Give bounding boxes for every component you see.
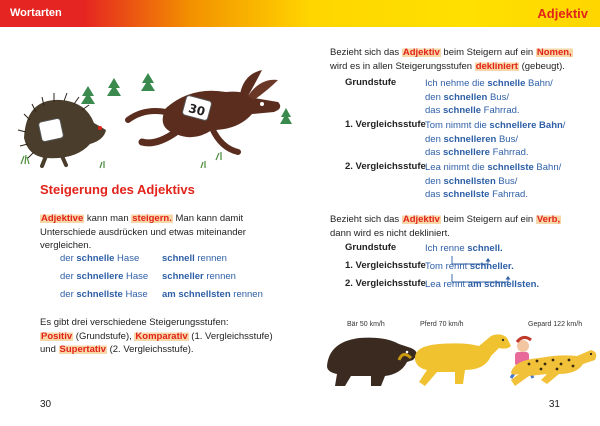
- page-number-left: 30: [40, 399, 52, 410]
- ending-connector-arrows: [440, 252, 540, 286]
- animal-race-illustration: [315, 330, 600, 390]
- hedgehog-hare-illustration: [16, 68, 301, 178]
- label-horse: Pferd 70 km/h: [420, 321, 464, 328]
- horse: [399, 334, 511, 386]
- header-bar: [0, 0, 600, 27]
- nomen-row: 1. Vergleichsstufe Tom nimmt die schnellere Bahn/ den schnelleren Bus/ das schnellere Fahrrad.: [345, 119, 566, 158]
- steps-paragraph: Es gibt drei verschiedene Steigerungsstufen: Positiv (Grundstufe), Komparativ (1. Vergleichsstufe) und Supertativ (2. Vergleichsstufe).: [40, 317, 273, 355]
- example-row: der schnellere Hase schneller rennen: [60, 271, 236, 282]
- left-section-title: Steigerung des Adjektivs: [40, 182, 195, 197]
- section-label-left: Wortarten: [10, 7, 62, 19]
- verb-row: 2. Vergleichsstufe Lea rennt am schnellsten.: [345, 278, 540, 290]
- intro-paragraph: Adjektive kann man steigern. Man kann damit Unterschiede ausdrücken und etwas miteinander vergleichen.: [40, 213, 246, 251]
- nomen-intro: Bezieht sich das Adjektiv beim Steigern auf ein Nomen, wird es in allen Steigerungsstufen dekliniert (gebeugt).: [330, 47, 572, 72]
- term-adjektive: Adjektive: [41, 213, 84, 224]
- term-komparativ: Komparativ: [135, 330, 188, 342]
- example-row: der schnelle Hase schnell rennen: [60, 253, 227, 264]
- nomen-table: [345, 77, 595, 203]
- nomen-row: 2. Vergleichsstufe Lea nimmt die schnellste Bahn/ den schnellsten Bus/ das schnellste Fahrrad.: [345, 161, 562, 200]
- nomen-row: Grundstufe Ich nehme die schnelle Bahn/ den schnellen Bus/ das schnelle Fahrrad.: [345, 77, 553, 116]
- term-superlativ: Supertativ: [59, 344, 106, 355]
- term-steigern: steigern.: [132, 213, 172, 224]
- verb-intro: Bezieht sich das Adjektiv beim Steigern auf ein Verb, dann wird es nicht dekliniert.: [330, 214, 561, 239]
- bear: [327, 338, 417, 386]
- label-bear: Bär 50 km/h: [347, 321, 385, 328]
- example-row: der schnellste Hase am schnellsten rennen: [60, 289, 263, 300]
- section-label-right: Adjektiv: [537, 6, 588, 21]
- verb-row: Grundstufe Ich renne schnell.: [345, 242, 503, 254]
- verb-row: 1. Vergleichsstufe Tom rennt schneller.: [345, 260, 514, 272]
- page-number-right: 31: [548, 399, 560, 410]
- svg-text:30: 30: [186, 101, 207, 119]
- term-positiv: Positiv: [41, 330, 73, 342]
- label-cheetah: Gepard 122 km/h: [528, 321, 583, 328]
- example-table: [60, 252, 290, 306]
